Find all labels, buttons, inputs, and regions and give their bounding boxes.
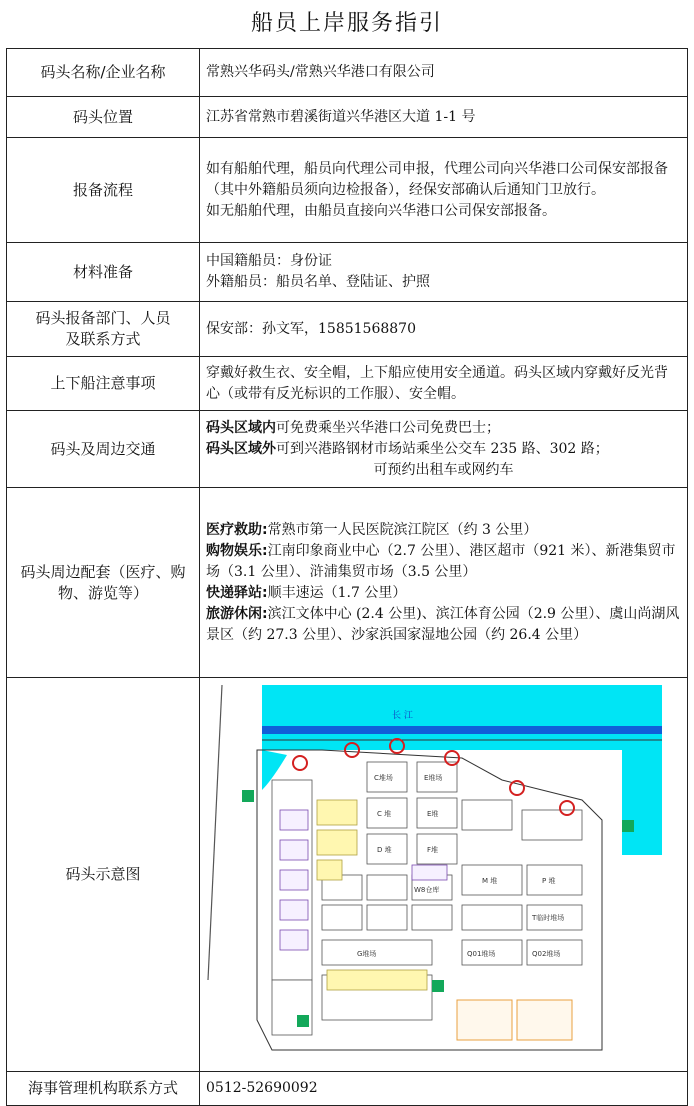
- gate-marker: [297, 1015, 309, 1027]
- row-label: 码头名称/企业名称: [7, 49, 200, 97]
- yard-label-t: T临时堆场: [532, 914, 565, 922]
- terminal-map: [202, 680, 682, 1062]
- traffic-outside: 码头区域外可到兴港路钢材市场站乘坐公交车 235 路、302 路；: [206, 440, 609, 457]
- row-label: 码头周边配套（医疗、购物、游览等）: [7, 488, 200, 678]
- service-guide-table: [6, 48, 688, 1106]
- process-without-agent: 如无船舶代理，由船员直接向兴华港口公司保安部报备。: [206, 202, 556, 219]
- table-row: [7, 357, 688, 411]
- page-title: 船员上岸服务指引: [250, 11, 443, 36]
- row-value: 穿戴好救生衣、安全帽，上下船应使用安全通道。码头区域内穿戴好反光背心（或带有反光标识的工作服）、安全帽。: [200, 357, 688, 411]
- facility-express: 快递驿站:顺丰速运（1.7 公里）: [206, 584, 407, 601]
- row-value: [200, 411, 688, 488]
- table-row: [7, 97, 688, 138]
- row-label: 海事管理机构联系方式: [7, 1072, 200, 1106]
- facility-shopping: 购物娱乐:江南印象商业中心（2.7 公里）、港区超市（921 米）、新港集贸市场（3.1 公里）、浒浦集贸市场（3.5 公里）: [206, 542, 676, 580]
- row-value: [200, 678, 688, 1072]
- materials-chinese: 中国籍船员：身份证: [206, 253, 332, 269]
- gate-marker: [622, 820, 634, 832]
- traffic-inside: 码头区域内可免费乘坐兴华港口公司免费巴士；: [206, 419, 500, 436]
- yard-label-p: P 堆: [542, 877, 556, 885]
- yard-label-q1: Q01堆场: [467, 950, 496, 958]
- yard-label-w: W8仓库: [414, 886, 440, 894]
- table-row: [7, 1072, 688, 1106]
- yard-label-q2: Q02堆场: [532, 950, 561, 958]
- process-with-agent: 如有船舶代理，船员向代理公司申报，代理公司向兴华港口公司保安部报备（其中外籍船员须向边检报备），经保安部确认后通知门卫放行。: [206, 160, 668, 198]
- facility-medical: 医疗救助:常熟市第一人民医院滨江院区（约 3 公里）: [206, 521, 538, 538]
- table-row: [7, 302, 688, 357]
- yard-label-d: D 堆: [377, 846, 392, 854]
- materials-foreign: 外籍船员：船员名单、登陆证、护照: [206, 274, 430, 290]
- row-value: [200, 488, 688, 678]
- yard-label-c1: C堆场: [374, 774, 393, 782]
- row-value: 常熟兴华码头/常熟兴华港口有限公司: [200, 49, 688, 97]
- table-row: [7, 243, 688, 302]
- yard-label-e2: E堆: [427, 810, 439, 818]
- traffic-taxi: 可预约出租车或网约车: [373, 461, 514, 478]
- gate-marker: [432, 980, 444, 992]
- gate-marker: [242, 790, 254, 802]
- table-row: [7, 49, 688, 97]
- row-value: 0512-52690092: [200, 1072, 688, 1106]
- yard-label-f: F堆: [427, 846, 439, 854]
- row-label: 报备流程: [7, 138, 200, 243]
- row-value: [200, 138, 688, 243]
- table-row: [7, 488, 688, 678]
- table-row: [7, 138, 688, 243]
- row-label: 材料准备: [7, 243, 200, 302]
- yard-label-g: G堆场: [357, 950, 377, 958]
- row-value: 江苏省常熟市碧溪街道兴华港区大道 1-1 号: [200, 97, 688, 138]
- row-value: [200, 243, 688, 302]
- table-row: [7, 411, 688, 488]
- row-label: 码头报备部门、人员及联系方式: [7, 302, 200, 357]
- yard-label-e1: E堆场: [424, 774, 443, 782]
- row-label: 码头示意图: [7, 678, 200, 1072]
- yard-label-c2: C 堆: [377, 810, 392, 818]
- row-label: 上下船注意事项: [7, 357, 200, 411]
- row-value: 保安部：孙文军，15851568870: [200, 302, 688, 357]
- row-label: 码头位置: [7, 97, 200, 138]
- quay-line: [262, 726, 662, 734]
- row-label: 码头及周边交通: [7, 411, 200, 488]
- river-label: 长 江: [392, 711, 413, 721]
- facility-tourism: 旅游休闲:滨江文体中心 (2.4 公里)、滨江体育公园（2.9 公里）、虞山尚湖风景区（约 27.3 公里）、沙家浜国家湿地公园（约 26.4 公里）: [206, 605, 680, 643]
- yard-label-m: M 堆: [482, 877, 498, 885]
- table-row: [7, 678, 688, 1072]
